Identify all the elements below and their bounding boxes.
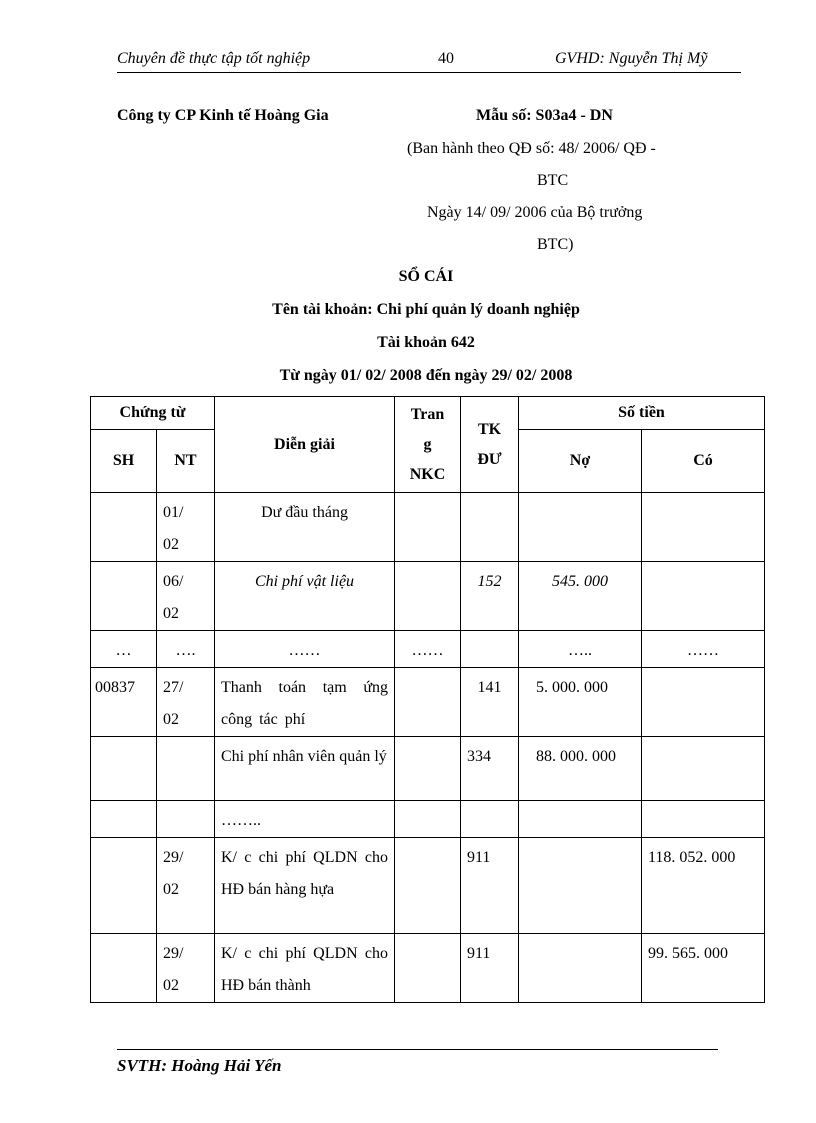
regulation-line-4: BTC) (537, 236, 574, 253)
header-sh: SH (91, 430, 157, 493)
cell-page (395, 838, 461, 934)
cell-credit: 118. 052. 000 (642, 838, 765, 934)
ledger-period: Từ ngày 01/ 02/ 2008 đến ngày 29/ 02/ 2008 (279, 367, 573, 384)
cell-debit: 545. 000 (519, 562, 642, 631)
cell-credit (642, 801, 765, 838)
cell-sh (91, 934, 157, 1003)
cell-credit: …… (642, 631, 765, 668)
cell-credit: 99. 565. 000 (642, 934, 765, 1003)
cell-page (395, 493, 461, 562)
cell-sh (91, 562, 157, 631)
table-row (91, 801, 765, 838)
header-divider (117, 72, 741, 73)
student-name: SVTH: Hoàng Hải Yến (117, 1056, 282, 1075)
cell-debit: 88. 000. 000 (519, 737, 642, 801)
cell-page (395, 934, 461, 1003)
cell-page (395, 801, 461, 838)
cell-nt-part: 06/ (163, 573, 184, 590)
header-amount: Số tiền (519, 397, 765, 430)
cell-page: …… (395, 631, 461, 668)
header-tk-du-part-2: ĐƯ (477, 450, 502, 468)
page-number: 40 (438, 50, 454, 67)
cell-nt-part: 29/ (163, 849, 184, 866)
header-page-nkc (395, 397, 461, 493)
header-nt: NT (157, 430, 215, 493)
header-page-nkc-part-2: g (423, 435, 432, 453)
cell-sh (91, 801, 157, 838)
cell-debit (519, 934, 642, 1003)
cell-tk (461, 493, 519, 562)
regulation-line-1: (Ban hành theo QĐ số: 48/ 2006/ QĐ - (407, 140, 656, 157)
table-row (91, 493, 765, 562)
cell-description: …… (215, 631, 395, 668)
ledger-title: SỔ CÁI (398, 268, 454, 285)
regulation-line-2: BTC (537, 172, 569, 189)
header-voucher: Chứng từ (91, 397, 215, 430)
cell-nt-part: 01/ (163, 504, 184, 521)
cell-nt (157, 562, 215, 631)
cell-description: K/ c chi phí QLDN cho HĐ bán thành (215, 934, 395, 1003)
cell-tk: 334 (461, 737, 519, 801)
cell-nt-part: 27/ (163, 679, 184, 696)
account-number: Tài khoản 642 (377, 334, 475, 351)
cell-debit: ….. (519, 631, 642, 668)
table-row (91, 838, 765, 934)
cell-nt (157, 801, 215, 838)
cell-debit (519, 838, 642, 934)
cell-debit (519, 801, 642, 838)
account-name: Tên tài khoản: Chi phí quản lý doanh nghiệp (272, 301, 580, 318)
cell-nt-part: 02 (163, 536, 179, 553)
cell-credit (642, 562, 765, 631)
form-number: Mẫu số: S03a4 - DN (476, 107, 613, 124)
header-tk-du (461, 397, 519, 493)
cell-tk: 911 (461, 934, 519, 1003)
cell-tk: 911 (461, 838, 519, 934)
cell-nt-part: 02 (163, 881, 179, 898)
cell-sh (91, 737, 157, 801)
table-row (91, 934, 765, 1003)
cell-page (395, 737, 461, 801)
cell-description: K/ c chi phí QLDN cho HĐ bán hàng hựa (215, 838, 395, 934)
cell-nt-part: 02 (163, 977, 179, 994)
header-debit: Nợ (519, 430, 642, 493)
cell-nt-part: 02 (163, 605, 179, 622)
cell-tk (461, 631, 519, 668)
cell-debit: 5. 000. 000 (519, 668, 642, 737)
cell-description: …….. (215, 801, 395, 838)
cell-sh: 00837 (91, 668, 157, 737)
cell-tk (461, 801, 519, 838)
cell-credit (642, 493, 765, 562)
cell-description: Chi phí nhân viên quản lý (215, 737, 395, 801)
cell-page (395, 668, 461, 737)
regulation-line-3: Ngày 14/ 09/ 2006 của Bộ trưởng (427, 204, 643, 221)
cell-debit (519, 493, 642, 562)
header-credit: Có (642, 430, 765, 493)
cell-description: Thanh toán tạm ứng công tác phí (215, 668, 395, 737)
ledger-table (90, 396, 765, 1003)
cell-sh (91, 838, 157, 934)
cell-description: Dư đầu tháng (215, 493, 395, 562)
cell-nt: …. (157, 631, 215, 668)
cell-nt (157, 737, 215, 801)
running-header-title: Chuyên đề thực tập tốt nghiệp (117, 50, 311, 67)
cell-credit (642, 737, 765, 801)
table-row (91, 668, 765, 737)
footer-divider (117, 1049, 718, 1050)
company-name: Công ty CP Kinh tế Hoàng Gia (117, 107, 329, 124)
cell-nt (157, 668, 215, 737)
header-tk-du-part-1: TK (477, 420, 502, 438)
cell-description: Chi phí vật liệu (215, 562, 395, 631)
cell-tk: 141 (461, 668, 519, 737)
cell-sh (91, 493, 157, 562)
table-header-row (91, 397, 765, 430)
cell-nt-part: 29/ (163, 945, 184, 962)
cell-page (395, 562, 461, 631)
table-row (91, 562, 765, 631)
header-description: Diễn giải (215, 397, 395, 493)
cell-nt (157, 493, 215, 562)
cell-nt (157, 838, 215, 934)
cell-sh: … (91, 631, 157, 668)
header-page-nkc-part-3: NKC (409, 465, 446, 483)
header-page-nkc-part-1: Tran (410, 405, 445, 423)
running-header-advisor: GVHD: Nguyễn Thị Mỹ (555, 50, 708, 67)
table-row (91, 737, 765, 801)
table-row (91, 631, 765, 668)
cell-nt-part: 02 (163, 711, 179, 728)
cell-tk: 152 (461, 562, 519, 631)
cell-credit (642, 668, 765, 737)
cell-nt (157, 934, 215, 1003)
